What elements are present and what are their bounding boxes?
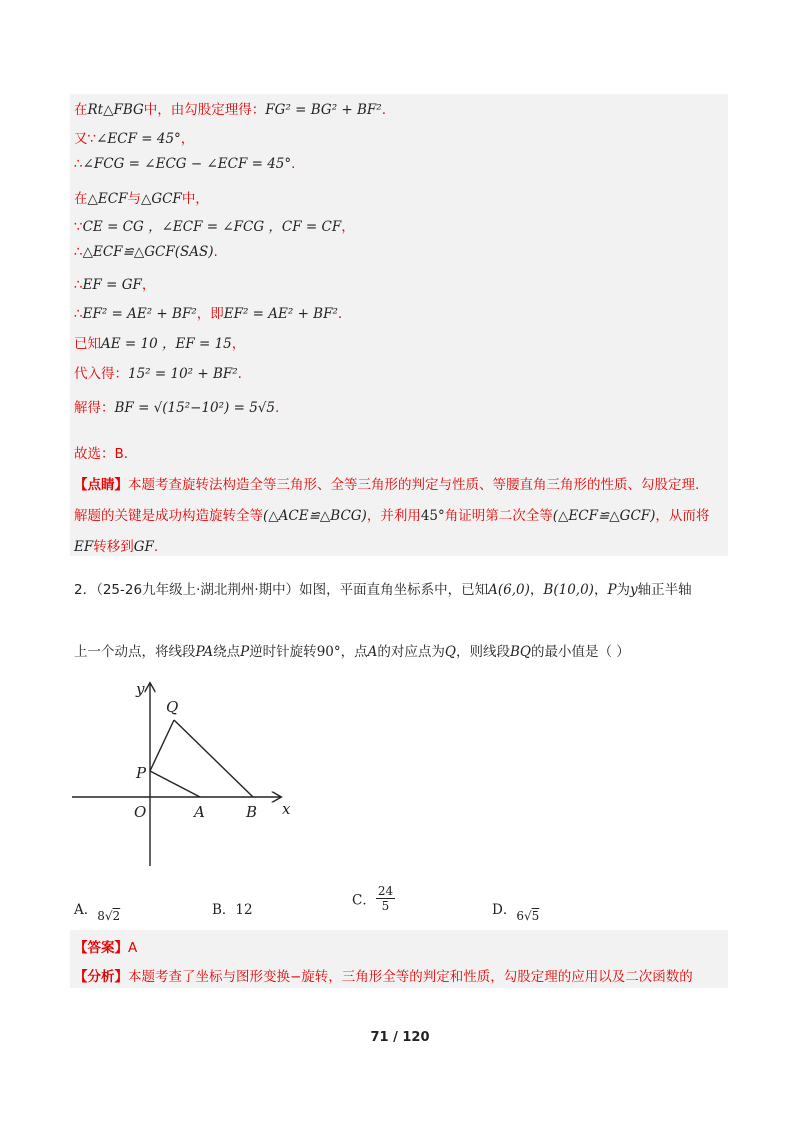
label-x: x [282,800,291,818]
label-a: A [194,803,205,821]
comment-line-2: 解题的关键是成功构造旋转全等(△ACE≌△BCG)，并利用45°角证明第二次全等(△ECF≌△GCF)，从而将 [74,508,710,524]
question-line-1: 2．（25-26九年级上·湖北荆州·期中）如图，平面直角坐标系中，已知A(6,0)，B(10,0)，P为y轴正半轴 [74,582,692,598]
segment-pq [150,720,174,771]
option-a[interactable]: A．8√2 [74,902,121,923]
option-d[interactable]: D．6√5 [492,902,540,923]
solution-line-6: ∴△ECF≌△GCF(SAS). [74,244,218,260]
solution-line-11: 解得：BF = √(15²−10²) = 5√5. [74,400,280,416]
coordinate-figure [60,676,320,876]
segment-pa [150,771,200,797]
label-y: y [136,680,145,698]
label-o: O [134,803,147,821]
solution-line-4: 在△ECF与△GCF中， [74,191,209,207]
comment-line-1: 【点睛】本题考查旋转法构造全等三角形、全等三角形的判定与性质、等腰直角三角形的性质、勾股定理. [74,477,700,493]
answer-line: 【答案】A [74,940,138,956]
solution-line-2: 又∵∠ECF = 45°， [74,131,195,147]
label-q: Q [166,698,179,716]
solution-line-10: 代入得：15² = 10² + BF². [74,366,242,382]
solution-line-5: ∵CE = CG ，∠ECF = ∠FCG ，CF = CF， [74,219,355,235]
option-c[interactable]: C． $\frac{24}{5}$ [352,884,394,913]
question-line-2: 上一个动点，将线段PA绕点P逆时针旋转90°，点A的对应点为Q，则线段BQ的最小值是（ ） [74,644,630,660]
segment-qb [174,720,253,797]
solution-choice: 故选：B. [74,446,129,462]
analysis-line: 【分析】本题考查了坐标与图形变换−旋转，三角形全等的判定和性质，勾股定理的应用以及二次函数的 [74,969,693,985]
solution-line-9: 已知AE = 10 ，EF = 15， [74,336,246,352]
page-number: 71 / 120 [370,1030,430,1045]
label-p: P [136,764,147,782]
solution-line-7: ∴EF = GF， [74,277,156,293]
solution-line-8: ∴EF² = AE² + BF²，即EF² = AE² + BF². [74,306,343,322]
label-b: B [246,803,258,821]
comment-line-3: EF转移到GF. [74,539,159,555]
solution-line-1: 在Rt△FBG中，由勾股定理得：FG² = BG² + BF². [74,102,387,118]
solution-line-3: ∴∠FCG = ∠ECG − ∠ECF = 45°. [74,156,296,172]
option-b[interactable]: B．12 [212,902,253,918]
